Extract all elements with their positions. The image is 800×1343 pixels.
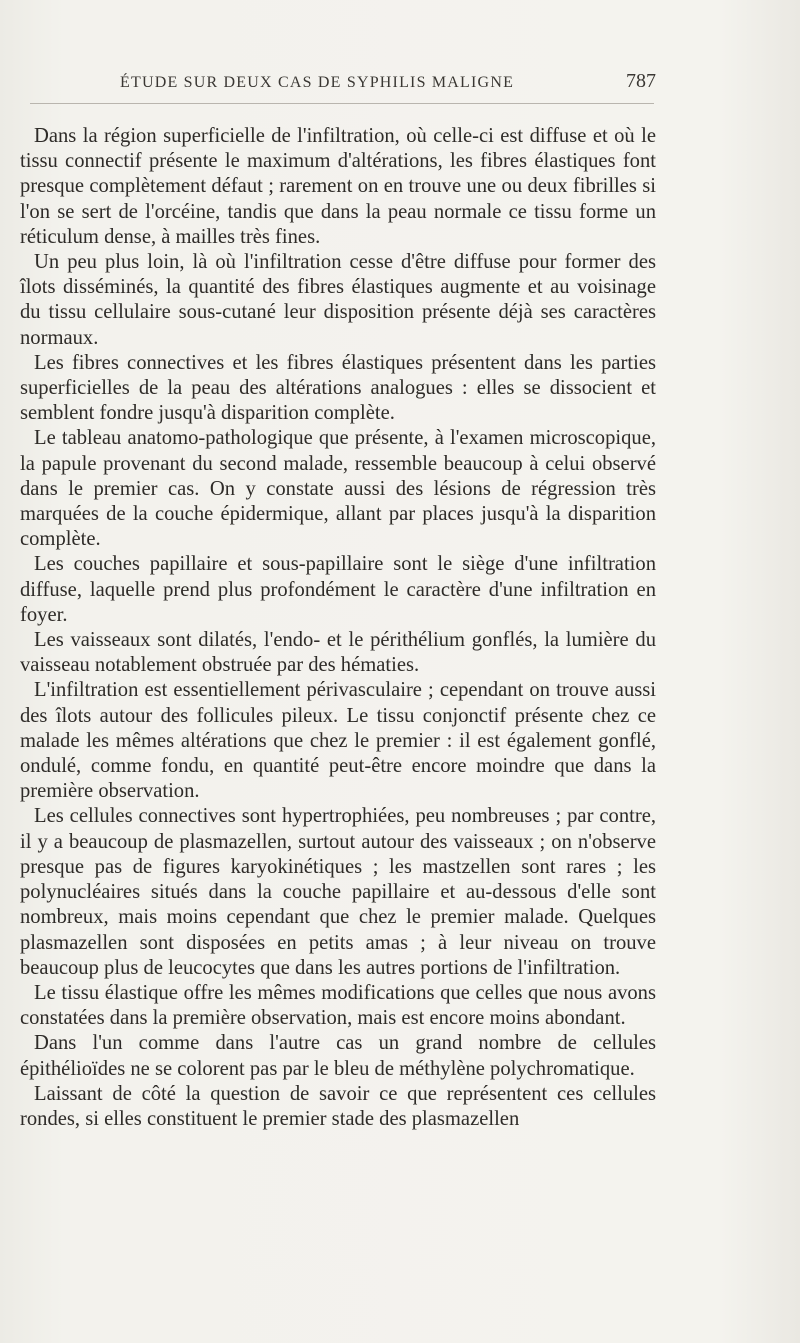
paragraph: Le tableau anatomo-pathologique que présente, à l'examen microscopique, la papule provenant du second malade, ressemble beaucoup à celui observé dans le premier cas. On y constate aussi des lésions de régression très marquées de la couche épidermique, allant par places jusqu'à la disparition complète.	[20, 427, 656, 551]
running-header	[36, 70, 656, 98]
paragraph: Dans l'un comme dans l'autre cas un grand nombre de cellules épithélioïdes ne se colorent pas par le bleu de méthylène polychromatique.	[20, 1032, 656, 1080]
paragraph: Les cellules connectives sont hypertrophiées, peu nombreuses ; par contre, il y a beaucoup de plasmazellen, surtout autour des vaisseaux ; on n'observe presque pas de figures karyokinétiques ; les mastzellen sont rares ; les polynucléaires situés dans la couche papillaire et au-dessous d'elle sont nombreux, mais moins cependant que chez le premier malade. Quelques plasmazellen sont disposées en petits amas ; à leur niveau on trouve beaucoup plus de leucocytes que dans les autres portions de l'infiltration.	[20, 805, 656, 979]
page-number: 787	[626, 70, 656, 92]
paragraph: Les fibres connectives et les fibres élastiques présentent dans les parties superficielles de la peau des altérations analogues : elles se dissocient et semblent fondre jusqu'à disparition complète.	[20, 351, 656, 425]
paragraph: Laissant de côté la question de savoir ce que représentent ces cellules rondes, si elles constituent le premier stade des plasmazellen	[20, 1082, 656, 1130]
paragraph: Un peu plus loin, là où l'infiltration cesse d'être diffuse pour former des îlots disséminés, la quantité des fibres élastiques augmente et au voisinage du tissu cellulaire sous-cutané leur disposition présente déjà ses caractères normaux.	[20, 251, 656, 349]
body-text	[20, 124, 656, 1132]
paragraph: Dans la région superficielle de l'infiltration, où celle-ci est diffuse et où le tissu connectif présente le maximum d'altérations, les fibres élastiques font presque complètement défaut ; rarement on en trouve une ou deux fibrilles si l'on se sert de l'orcéine, tandis que dans la peau normale ce tissu forme un réticulum dense, à mailles très fines.	[20, 125, 656, 248]
running-title: ÉTUDE SUR DEUX CAS DE SYPHILIS MALIGNE	[120, 74, 515, 91]
paragraph: Les vaisseaux sont dilatés, l'endo- et le périthélium gonflés, la lumière du vaisseau notablement obstruée par des hématies.	[20, 629, 656, 677]
paragraph: L'infiltration est essentiellement périvasculaire ; cependant on trouve aussi des îlots autour des follicules pileux. Le tissu conjonctif présente chez ce malade les mêmes altérations que chez le premier : il est également gonflé, ondulé, comme fondu, en quantité peut-être encore moindre que dans la première observation.	[20, 679, 656, 803]
header-rule	[30, 103, 654, 104]
paragraph: Le tissu élastique offre les mêmes modifications que celles que nous avons constatées dans la première observation, mais est encore moins abondant.	[20, 981, 656, 1030]
paragraph: Les couches papillaire et sous-papillaire sont le siège d'une infiltration diffuse, laquelle prend plus profondément le caractère d'une infiltration en foyer.	[20, 553, 656, 626]
